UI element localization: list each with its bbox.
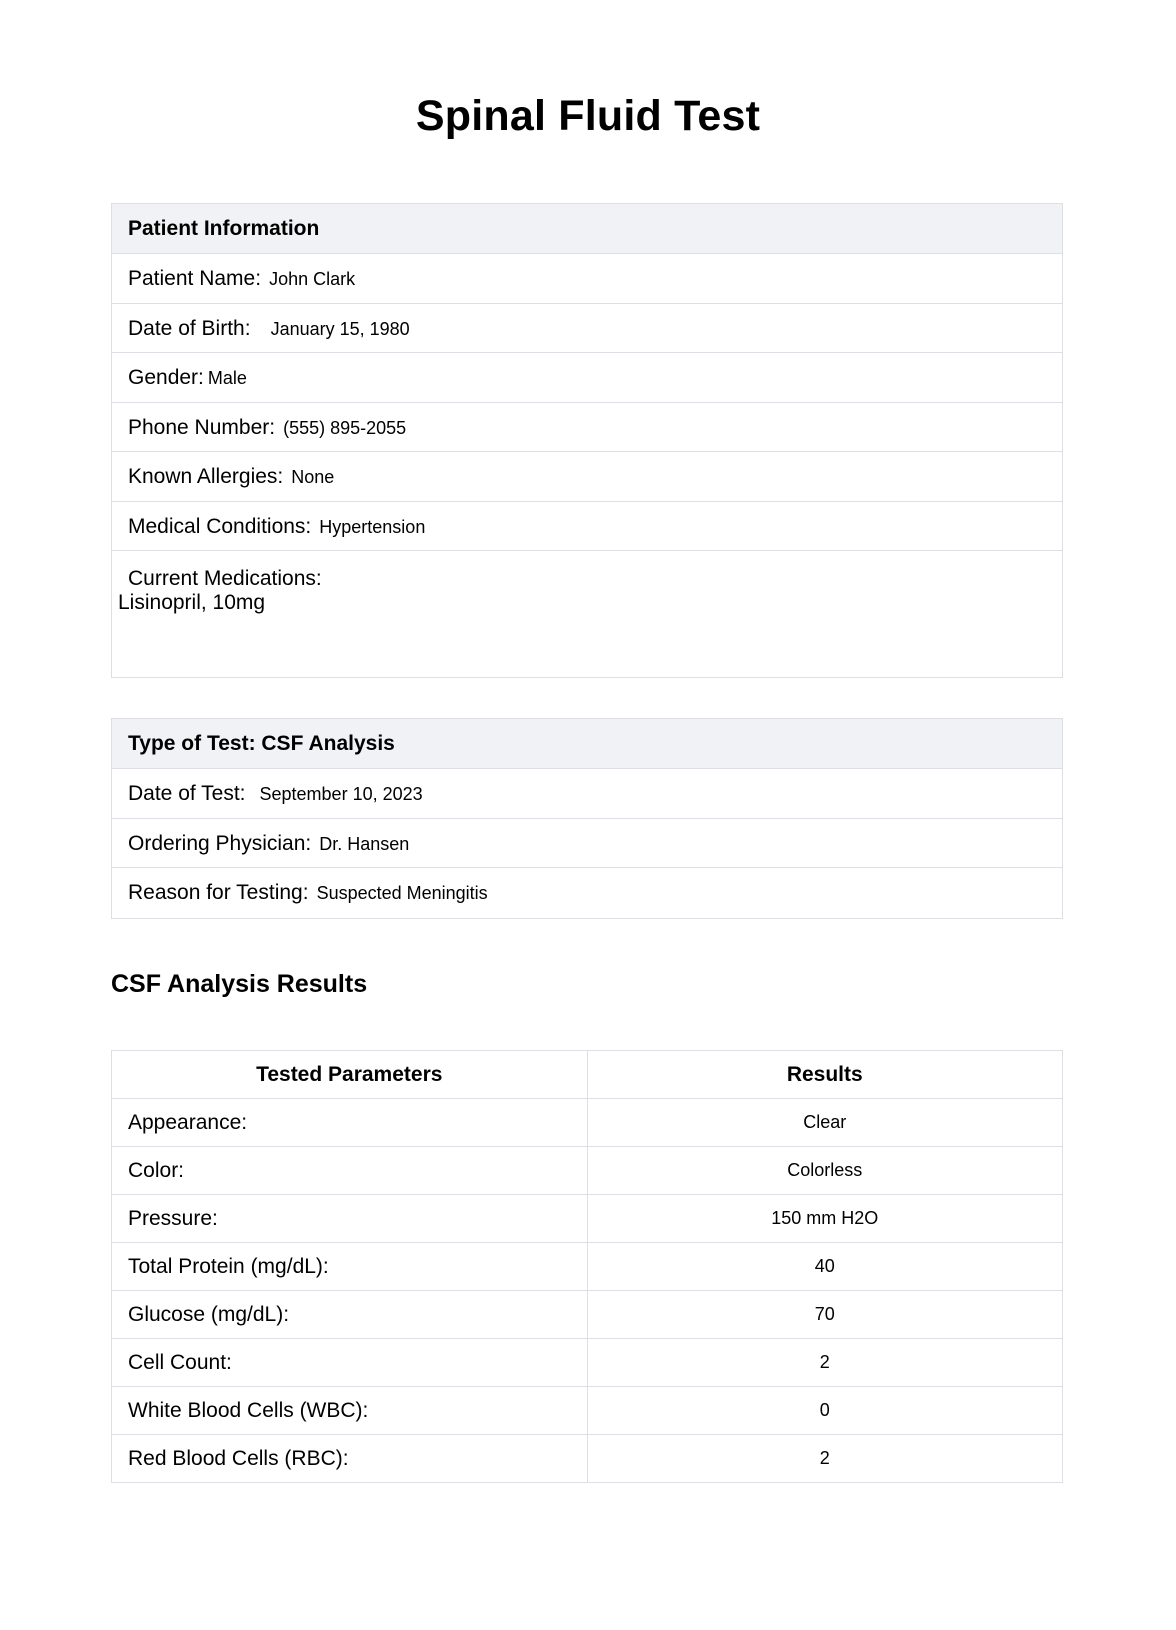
tested-parameters-header: Tested Parameters [112,1051,588,1099]
date-of-test-label: Date of Test: [128,782,246,805]
table-row [112,1339,1063,1387]
parameter-result: 2 [587,1435,1063,1483]
results-header-row [112,1051,1063,1099]
parameter-name: Total Protein (mg/dL): [112,1243,588,1291]
parameter-result: 2 [587,1339,1063,1387]
results-heading: CSF Analysis Results [111,970,368,998]
gender-value: Male [207,368,247,388]
medical-conditions-value: Hypertension [319,516,426,537]
reason-for-testing-value: Suspected Meningitis [316,883,488,903]
medical-conditions-row [112,502,1062,552]
medical-conditions-label: Medical Conditions: [128,514,312,538]
ordering-physician-label: Ordering Physician: [128,831,312,855]
current-medications-value: Lisinopril, 10mg [118,591,266,614]
parameter-result: Clear [587,1099,1063,1147]
results-table [111,1050,1063,1483]
current-medications-label: Current Medications: [128,567,322,590]
parameter-name: Red Blood Cells (RBC): [112,1435,588,1483]
parameter-result: 150 mm H2O [587,1195,1063,1243]
known-allergies-label: Known Allergies: [128,465,284,488]
parameter-result: Colorless [587,1147,1063,1195]
parameter-name: Cell Count: [112,1339,588,1387]
parameter-name: Glucose (mg/dL): [112,1291,588,1339]
table-row [112,1387,1063,1435]
known-allergies-row [112,452,1062,502]
patient-name-value: John Clark [269,269,356,289]
parameter-name: White Blood Cells (WBC): [112,1387,588,1435]
table-row [112,1099,1063,1147]
reason-for-testing-row [112,868,1062,918]
test-type-header: Type of Test: CSF Analysis [112,719,1062,769]
phone-number-value: (555) 895-2055 [283,417,407,438]
parameter-name: Color: [112,1147,588,1195]
reason-for-testing-label: Reason for Testing: [128,881,309,904]
gender-label: Gender: [128,366,204,389]
table-row [112,1291,1063,1339]
parameter-result: 0 [587,1387,1063,1435]
patient-information-header: Patient Information [112,204,1062,254]
parameter-name: Appearance: [112,1099,588,1147]
patient-information-section [111,203,1063,678]
parameter-result: 70 [587,1291,1063,1339]
current-medications-row [112,551,1062,677]
patient-name-label: Patient Name: [128,267,262,290]
patient-name-row [112,254,1062,304]
phone-number-label: Phone Number: [128,415,276,439]
date-of-birth-value: January 15, 1980 [270,318,410,339]
results-header: Results [587,1051,1063,1099]
date-of-birth-row [112,304,1062,354]
table-row [112,1147,1063,1195]
phone-number-row [112,403,1062,453]
date-of-birth-label: Date of Birth: [128,316,251,340]
page-title: Spinal Fluid Test [415,92,761,140]
date-of-test-row [112,769,1062,819]
date-of-test-value: September 10, 2023 [259,784,423,804]
ordering-physician-row [112,819,1062,869]
table-row [112,1243,1063,1291]
parameter-name: Pressure: [112,1195,588,1243]
known-allergies-value: None [291,467,335,487]
table-row [112,1195,1063,1243]
test-information-section [111,718,1063,919]
parameter-result: 40 [587,1243,1063,1291]
ordering-physician-value: Dr. Hansen [319,833,410,854]
gender-row [112,353,1062,403]
table-row [112,1435,1063,1483]
